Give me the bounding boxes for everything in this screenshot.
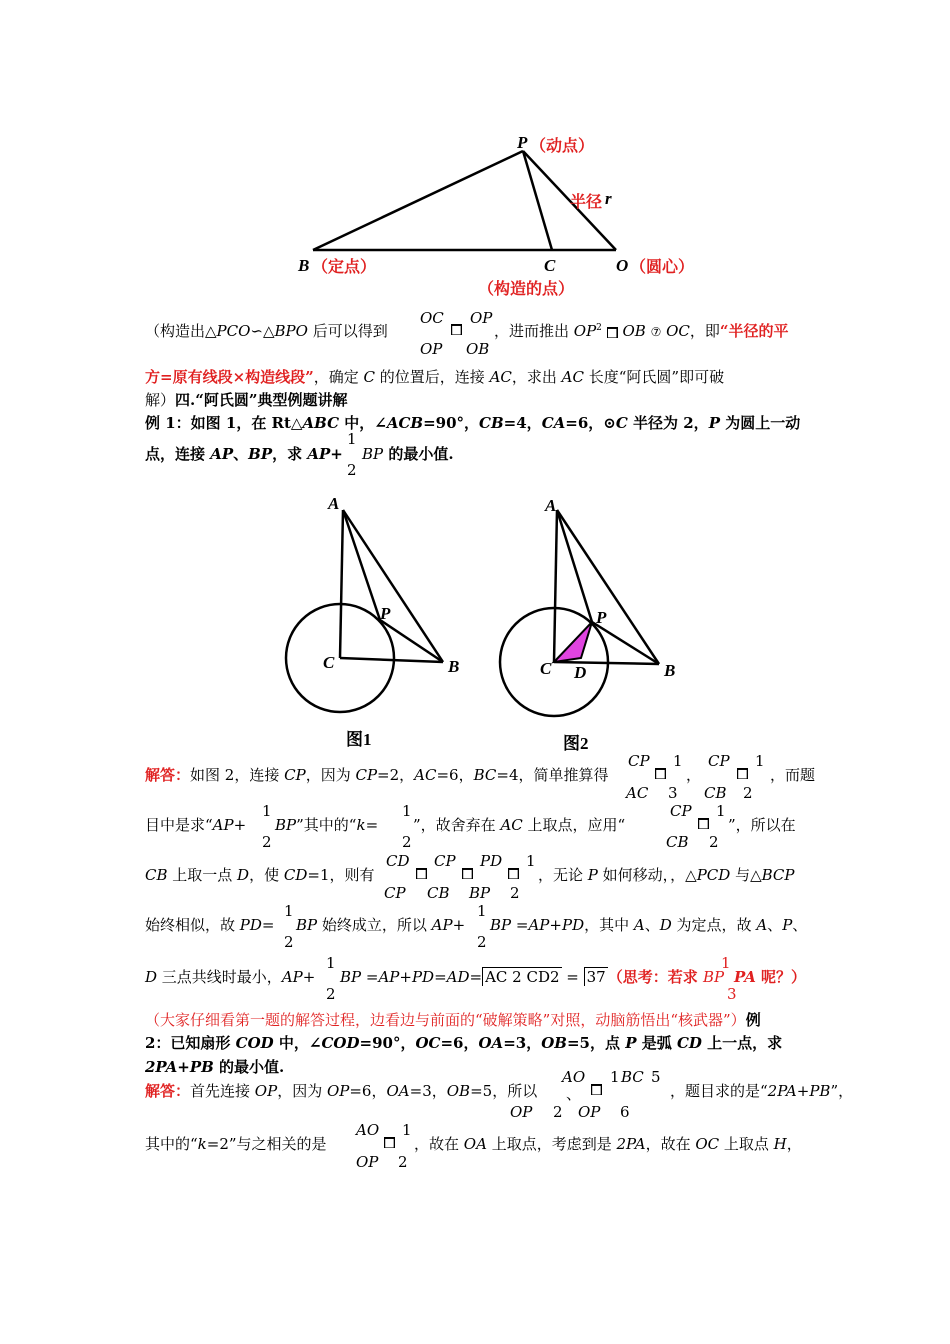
a1-r3f1n: CD [386, 852, 410, 870]
ans2-row2-b: ，故在 OA 上取点，考虑到是 2PA，故在 OC 上取点 H， [414, 1135, 802, 1153]
a1-f2n: CP [708, 752, 730, 770]
ans1-row3: CB 上取一点 D，使 CD=1，则有 [145, 866, 375, 884]
a2-f2v: 5 [651, 1068, 661, 1086]
fig1-label-p: P [380, 604, 391, 623]
para1-line3: 解）四.“阿氏圆”典型例题讲解 [145, 391, 348, 409]
a1-f1vd: 3 [668, 784, 678, 802]
a1-comma: ， [686, 766, 702, 784]
ans1-row4-b: BP 始终成立，所以 AP+ [296, 916, 466, 934]
a1-sym3: ■ [698, 817, 709, 830]
a1-sym2: ■ [737, 767, 748, 780]
a1-r2kn: 1 [402, 802, 412, 820]
a1-r2kd: 2 [402, 833, 412, 851]
a1-f1v: 1 [673, 752, 683, 770]
para1-line2: 方=原有线段×构造线段”，确定 C 的位置后，连接 AC，求出 AC 长度“阿氏圆”即可破 [145, 368, 725, 386]
ans1-row4-c: BP =AP+PD，其中 A、D 为定点，故 A、P、 [490, 916, 808, 934]
fig1-caption: 图1 [346, 730, 372, 749]
a2-f1v: 1 [610, 1068, 620, 1086]
a2-r2fd: OP [356, 1153, 379, 1171]
label-o-note: （圆心） [630, 257, 695, 276]
label-c: C [544, 256, 556, 275]
a1-f2d: CB [704, 784, 727, 802]
label-r: r [605, 189, 612, 208]
a1-r4fn2: 1 [477, 902, 487, 920]
para1-line1: （构造出△PCO∽△BPO 后可以得到 [145, 322, 388, 340]
frac-oc: OC [420, 309, 444, 327]
a2-sym2: ■ [384, 1136, 395, 1149]
label-b: B [298, 256, 310, 275]
a2-f2vd: 6 [620, 1103, 630, 1121]
ans1-row3-b: ，无论 P 如何移动，，△PCD 与△BCP [538, 866, 795, 884]
a1-r3f2d: CB [427, 884, 450, 902]
a1-r2e: ”，所以在 [728, 816, 796, 834]
ans2-row1-b: ，题目求的是“2PA+PB”， [670, 1082, 854, 1100]
a1-think-fd: 3 [727, 985, 737, 1003]
label-c-note: （构造的点） [478, 279, 575, 298]
a1-r2f3v: 1 [716, 802, 726, 820]
ans1-row1: 解答：如图 2，连接 CP，因为 CP=2，AC=6，BC=4，简单推算得 [145, 766, 609, 784]
fig2-label-c: C [540, 659, 552, 678]
a2-r2v: 1 [402, 1121, 412, 1139]
a1-r2fn: 1 [262, 802, 272, 820]
figure-2 [490, 490, 690, 730]
fig1-label-c: C [323, 653, 335, 672]
triangle-pcd [554, 622, 592, 662]
a1-sym1: ■ [655, 767, 666, 780]
a1-r5fn: 1 [326, 954, 336, 972]
a1-r2f3d: CB [666, 833, 689, 851]
a1-f2v: 1 [755, 752, 765, 770]
fig2-label-p: P [596, 608, 607, 627]
section-heading: 四.“阿氏圆”典型例题讲解 [175, 391, 348, 409]
ans1-row4: 始终相似，故 PD= [145, 916, 275, 934]
ex1-line2-cont: BP 的最小值. [362, 445, 454, 463]
note-line: （大家仔细看第一题的解答过程，边看边与前面的“破解策略”对照，动脑筋悟出“核武器”）例 [145, 1011, 761, 1029]
label-p: P [517, 133, 528, 152]
a1-r2fd: 2 [262, 833, 272, 851]
ans1-row2-c: ”，故舍弃在 AC 上取点，应用“ [413, 816, 626, 834]
ex2-line1: 2：已知扇形 COD 中，∠COD=90°，OC=6，OA=3，OB=5，点 P 是弧 CD 上一点，求 [145, 1034, 783, 1052]
label-radius: 半径 [570, 192, 603, 211]
a2-r2vd: 2 [398, 1153, 408, 1171]
a2-f1d: OP [510, 1103, 533, 1121]
ans1-row2-b: BP”其中的“k= [275, 816, 379, 834]
fig1-label-b: B [448, 657, 460, 676]
a1-r1f: ，而题 [770, 766, 816, 784]
fig2-label-b: B [664, 661, 676, 680]
ex1-line1: 例 1：如图 1，在 Rt△ABC 中，∠ACB=90°，CB=4，CA=6，⊙C 半径为 2，P 为圆上一动 [145, 414, 801, 432]
a1-r3f1d: CP [384, 884, 406, 902]
figure-1 [270, 480, 470, 720]
a1-sym6: ■ [508, 867, 519, 880]
label-p-note: （动点） [530, 136, 595, 155]
a2-f1vd: 2 [553, 1103, 563, 1121]
a2-r2fn: AO [356, 1121, 380, 1139]
ans2-row1: 解答：首先连接 OP，因为 OP=6，OA=3，OB=5，所以 [145, 1082, 538, 1100]
ans1-row5: D 三点共线时最小，AP+ [145, 968, 316, 986]
a1-r3f2n: CP [434, 852, 456, 870]
a2-f1n: AO [562, 1068, 586, 1086]
a1-sym5: ■ [462, 867, 473, 880]
frac-op-a: OP [420, 340, 443, 358]
a1-r3v: 1 [526, 852, 536, 870]
ans1-think-end: PA 呢？） [734, 968, 807, 986]
a1-r2f3vd: 2 [709, 833, 719, 851]
ex2-line2: 2PA+PB 的最小值. [145, 1058, 285, 1076]
segment-pb [313, 151, 523, 250]
a1-r2f3n: CP [670, 802, 692, 820]
ex1-frac-num: 1 [347, 430, 357, 448]
label-b-note: （定点） [312, 257, 377, 276]
a1-r4fn: 1 [284, 902, 294, 920]
fig2-label-d: D [574, 663, 587, 682]
ans2-row2: 其中的“k=2”与之相关的是 [145, 1135, 327, 1153]
a1-think-fn: 1 [721, 954, 731, 972]
a1-r4fd: 2 [284, 933, 294, 951]
ans1-row5-b: BP =AP+PD=AD= AC 2 CD2 = 37 （思考：若求 BP [340, 968, 725, 986]
label-o: O [616, 256, 629, 275]
ex1-frac-den: 2 [347, 461, 357, 479]
a2-sym1: ■ [591, 1083, 602, 1096]
fig2-label-a: A [545, 496, 557, 515]
a1-f1n: CP [628, 752, 650, 770]
a2-f2n: BC [621, 1068, 644, 1086]
a1-r5fd: 2 [326, 985, 336, 1003]
a2-f1sep: 、 [566, 1085, 582, 1103]
frac-op-b: OP [470, 309, 493, 327]
a2-f2d: OP [578, 1103, 601, 1121]
para1-line1-cont: ，进而推出 $OP^2$ ■ OB ⑦ OC，即“半径的平 [494, 322, 789, 340]
a1-r4fd2: 2 [477, 933, 487, 951]
ans1-row2: 目中是求“AP+ [145, 816, 247, 834]
fig1-label-a: A [328, 494, 340, 513]
a1-r3f3d: BP [469, 884, 491, 902]
a1-f2vd: 2 [743, 784, 753, 802]
eq-symbol: ■ [451, 323, 462, 336]
frac-ob: OB [466, 340, 490, 358]
a1-f1d: AC [626, 784, 649, 802]
fig2-caption: 图2 [563, 734, 589, 753]
a1-r3f3n: PD [480, 852, 503, 870]
a1-sym4: ■ [416, 867, 427, 880]
ex1-line2: 点，连接 AP、BP，求 AP+ [145, 445, 343, 463]
a1-r3vd: 2 [510, 884, 520, 902]
